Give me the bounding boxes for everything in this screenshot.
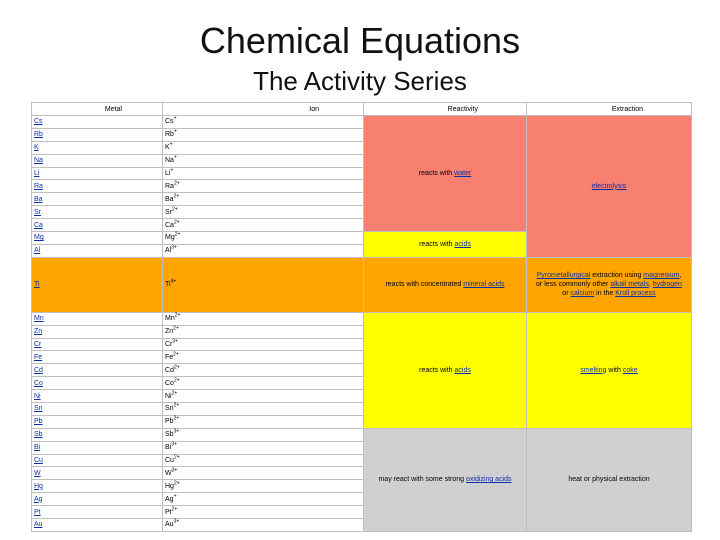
ion-charge: 2+	[173, 364, 180, 371]
ion-charge: 2+	[171, 390, 178, 397]
ion-symbol: Cs	[165, 118, 174, 126]
metal-cell	[32, 338, 163, 351]
text-fragment: , or less commonly other	[536, 272, 682, 289]
wiki-link[interactable]: Pyrometallurgical	[536, 272, 591, 280]
ion-charge: 3+	[173, 428, 180, 435]
wiki-link[interactable]: water	[454, 170, 472, 177]
ion-cell	[163, 467, 364, 480]
wiki-link[interactable]: alkali metals	[610, 281, 649, 289]
ion-symbol: Ca	[165, 221, 174, 229]
metal-cell	[32, 493, 163, 506]
ion-symbol: Na	[165, 157, 174, 165]
ion-charge: 2+	[173, 351, 179, 358]
ion-charge: 2+	[172, 206, 178, 213]
header-reactivity: Reactivity	[364, 103, 527, 116]
ion-cell	[163, 180, 364, 193]
metal-link[interactable]: K	[34, 144, 39, 152]
metal-link[interactable]: Cs	[34, 118, 43, 126]
wiki-link[interactable]: acids	[454, 240, 471, 248]
metal-link[interactable]: Mg	[34, 234, 44, 242]
ion-cell	[163, 257, 364, 312]
ion-charge: 2+	[173, 454, 180, 461]
metal-link[interactable]: Ca	[34, 221, 43, 229]
ion-cell	[163, 364, 364, 377]
metal-link[interactable]: Ba	[34, 195, 43, 203]
metal-cell	[32, 364, 163, 377]
metal-link[interactable]: Zn	[34, 328, 43, 336]
ion-symbol: Sb	[165, 431, 174, 439]
reactivity-cell	[364, 312, 527, 428]
ion-symbol: Co	[165, 379, 174, 387]
ion-symbol: Fe	[165, 353, 174, 361]
ion-symbol: Au	[165, 521, 174, 529]
metal-cell	[32, 154, 163, 167]
wiki-link[interactable]: Kroll process	[615, 290, 656, 298]
ion-charge: +	[169, 141, 173, 148]
metal-link[interactable]: Pt	[34, 508, 41, 516]
reactivity-cell	[364, 116, 527, 232]
table-body	[32, 116, 692, 532]
wiki-link[interactable]: coke	[622, 366, 638, 374]
metal-cell	[32, 180, 163, 193]
ion-charge: 2+	[173, 193, 180, 200]
metal-link[interactable]: Ni	[34, 392, 41, 400]
metal-cell	[32, 415, 163, 428]
ion-symbol: Li	[165, 170, 171, 177]
ion-symbol: Cu	[165, 457, 174, 465]
table-row	[32, 116, 692, 129]
metal-link[interactable]: Au	[34, 521, 43, 529]
metal-cell	[32, 167, 163, 180]
metal-link[interactable]: Li	[34, 170, 40, 177]
metal-cell	[32, 325, 163, 338]
ion-symbol: Ba	[165, 195, 174, 203]
metal-cell	[32, 351, 163, 364]
ion-symbol: Al	[165, 247, 172, 255]
metal-link[interactable]: Na	[34, 157, 43, 165]
ion-charge: 2+	[171, 506, 178, 513]
metal-cell	[32, 257, 163, 312]
ion-cell	[163, 193, 364, 206]
metal-cell	[32, 244, 163, 257]
metal-cell	[32, 428, 163, 441]
ion-charge: 3+	[171, 441, 177, 448]
ion-symbol: Sr	[165, 208, 172, 216]
ion-cell	[163, 377, 364, 390]
extraction-cell	[527, 312, 692, 428]
ion-cell	[163, 493, 364, 506]
text-fragment: ,	[648, 281, 653, 289]
ion-charge: +	[173, 116, 177, 123]
ion-symbol: Hg	[165, 482, 174, 490]
ion-symbol: Ni	[165, 392, 172, 400]
metal-link[interactable]: Ag	[34, 495, 43, 503]
reactivity-cell	[364, 232, 527, 258]
ion-symbol: Sn	[165, 405, 174, 413]
ion-cell	[163, 206, 364, 219]
ion-symbol: Pb	[165, 418, 174, 426]
ion-symbol: Bi	[165, 444, 172, 452]
ion-charge: +	[173, 493, 177, 500]
ion-cell	[163, 441, 364, 454]
metal-cell	[32, 193, 163, 206]
text-fragment: reacts with	[419, 240, 455, 248]
metal-link[interactable]: Hg	[34, 482, 43, 490]
ion-symbol: Zn	[165, 328, 174, 336]
text-fragment: heat or physical extraction	[568, 476, 650, 484]
ion-cell	[163, 415, 364, 428]
text-fragment: reacts with	[418, 170, 455, 177]
text-fragment: in the	[594, 290, 616, 298]
metal-cell	[32, 232, 163, 245]
ion-cell	[163, 154, 364, 167]
table-row	[32, 312, 692, 325]
ion-cell	[163, 167, 364, 180]
metal-link[interactable]: Bi	[34, 444, 41, 452]
reactivity-cell	[364, 257, 527, 312]
header-extraction: Extraction	[527, 103, 692, 116]
wiki-link[interactable]: hydrogen	[652, 281, 682, 289]
text-fragment: or	[562, 290, 571, 298]
page-title: Chemical Equations	[199, 20, 521, 61]
wiki-link[interactable]: mineral acids	[463, 281, 505, 289]
ion-cell	[163, 390, 364, 403]
ion-charge: 2+	[173, 480, 180, 487]
metal-cell	[32, 312, 163, 325]
ion-charge: 2+	[173, 416, 180, 423]
ion-charge: 3+	[173, 519, 180, 526]
activity-series-table	[31, 102, 692, 532]
ion-symbol: Cd	[165, 366, 174, 374]
wiki-link[interactable]: smelting	[580, 366, 607, 374]
page-subtitle: The Activity Series	[253, 66, 467, 96]
metal-cell	[32, 116, 163, 129]
metal-link[interactable]: Co	[34, 379, 43, 387]
ion-charge: 2+	[174, 232, 181, 239]
metal-link[interactable]: W	[34, 469, 41, 477]
ion-cell	[163, 403, 364, 416]
ion-symbol: Ti	[165, 281, 171, 289]
ion-charge: 2+	[173, 403, 180, 410]
metal-cell	[32, 403, 163, 416]
text-fragment: reacts with	[419, 366, 455, 374]
metal-link[interactable]: Fe	[34, 353, 43, 361]
metal-cell	[32, 141, 163, 154]
metal-link[interactable]: Pb	[34, 418, 43, 426]
ion-symbol: W	[165, 469, 172, 477]
ion-symbol: Pt	[165, 508, 172, 516]
wiki-link[interactable]: magnesium	[643, 272, 680, 280]
extraction-cell	[527, 116, 692, 258]
metal-link[interactable]: Sb	[34, 431, 43, 439]
ion-symbol: Rb	[165, 131, 174, 139]
ion-symbol: Cr	[165, 341, 173, 349]
metal-link[interactable]: Al	[34, 247, 41, 255]
wiki-link[interactable]: electrolysis	[591, 182, 627, 190]
ion-symbol: Ag	[165, 495, 174, 503]
ion-charge: +	[173, 154, 177, 161]
ion-charge: 2+	[173, 377, 180, 384]
ion-cell	[163, 219, 364, 232]
ion-cell	[163, 128, 364, 141]
header-metal: Metal	[32, 103, 163, 116]
wiki-link[interactable]: calcium	[570, 290, 595, 298]
metal-cell	[32, 206, 163, 219]
extraction-cell	[527, 257, 692, 312]
ion-cell	[163, 519, 364, 532]
metal-cell	[32, 467, 163, 480]
metal-cell	[32, 506, 163, 519]
metal-cell	[32, 377, 163, 390]
ion-cell	[163, 454, 364, 467]
table-row	[32, 257, 692, 312]
reactivity-cell	[364, 428, 527, 531]
ion-cell	[163, 141, 364, 154]
metal-link[interactable]: Ti	[34, 281, 40, 289]
metal-cell	[32, 454, 163, 467]
text-fragment: with	[606, 366, 623, 374]
ion-cell	[163, 428, 364, 441]
text-fragment: reacts with concentrated	[385, 281, 464, 289]
metal-link[interactable]: Cr	[34, 341, 42, 349]
metal-link[interactable]: Cu	[34, 457, 43, 465]
ion-cell	[163, 338, 364, 351]
metal-cell	[32, 219, 163, 232]
header-ion: Ion	[163, 103, 364, 116]
metal-link[interactable]: Rb	[34, 131, 43, 139]
ion-cell	[163, 325, 364, 338]
metal-cell	[32, 390, 163, 403]
metal-cell	[32, 480, 163, 493]
ion-cell	[163, 312, 364, 325]
metal-cell	[32, 441, 163, 454]
ion-symbol: K	[165, 144, 170, 152]
metal-cell	[32, 128, 163, 141]
ion-symbol: Mn	[165, 315, 175, 323]
ion-charge: 3+	[171, 245, 177, 252]
ion-cell	[163, 506, 364, 519]
ion-charge: 3+	[171, 467, 178, 474]
table-row	[32, 428, 692, 441]
ion-charge: 2+	[173, 219, 180, 226]
ion-charge: +	[170, 167, 174, 174]
text-fragment: extraction using	[590, 272, 644, 280]
table-header-row	[32, 103, 692, 116]
ion-charge: 2+	[174, 312, 181, 319]
metal-link[interactable]: Sr	[34, 208, 41, 216]
metal-link[interactable]: Sn	[34, 405, 43, 413]
ion-cell	[163, 244, 364, 257]
metal-cell	[32, 519, 163, 532]
text-fragment: may react with some strong	[378, 476, 466, 484]
ion-cell	[163, 480, 364, 493]
ion-charge: 2+	[173, 180, 180, 187]
metal-link[interactable]: Ra	[34, 182, 43, 190]
wiki-link[interactable]: acids	[454, 366, 471, 374]
ion-symbol: Mg	[165, 234, 175, 242]
extraction-cell	[527, 428, 692, 531]
ion-cell	[163, 232, 364, 245]
ion-charge: 3+	[172, 338, 179, 345]
ion-symbol: Ra	[165, 182, 174, 190]
ion-cell	[163, 116, 364, 129]
ion-cell	[163, 351, 364, 364]
metal-link[interactable]: Mn	[34, 315, 44, 323]
ion-charge: 2+	[173, 325, 179, 332]
ion-charge: +	[173, 129, 177, 135]
metal-link[interactable]: Cd	[34, 366, 43, 374]
ion-charge: 4+	[170, 278, 177, 285]
wiki-link[interactable]: oxidizing acids	[466, 476, 512, 484]
